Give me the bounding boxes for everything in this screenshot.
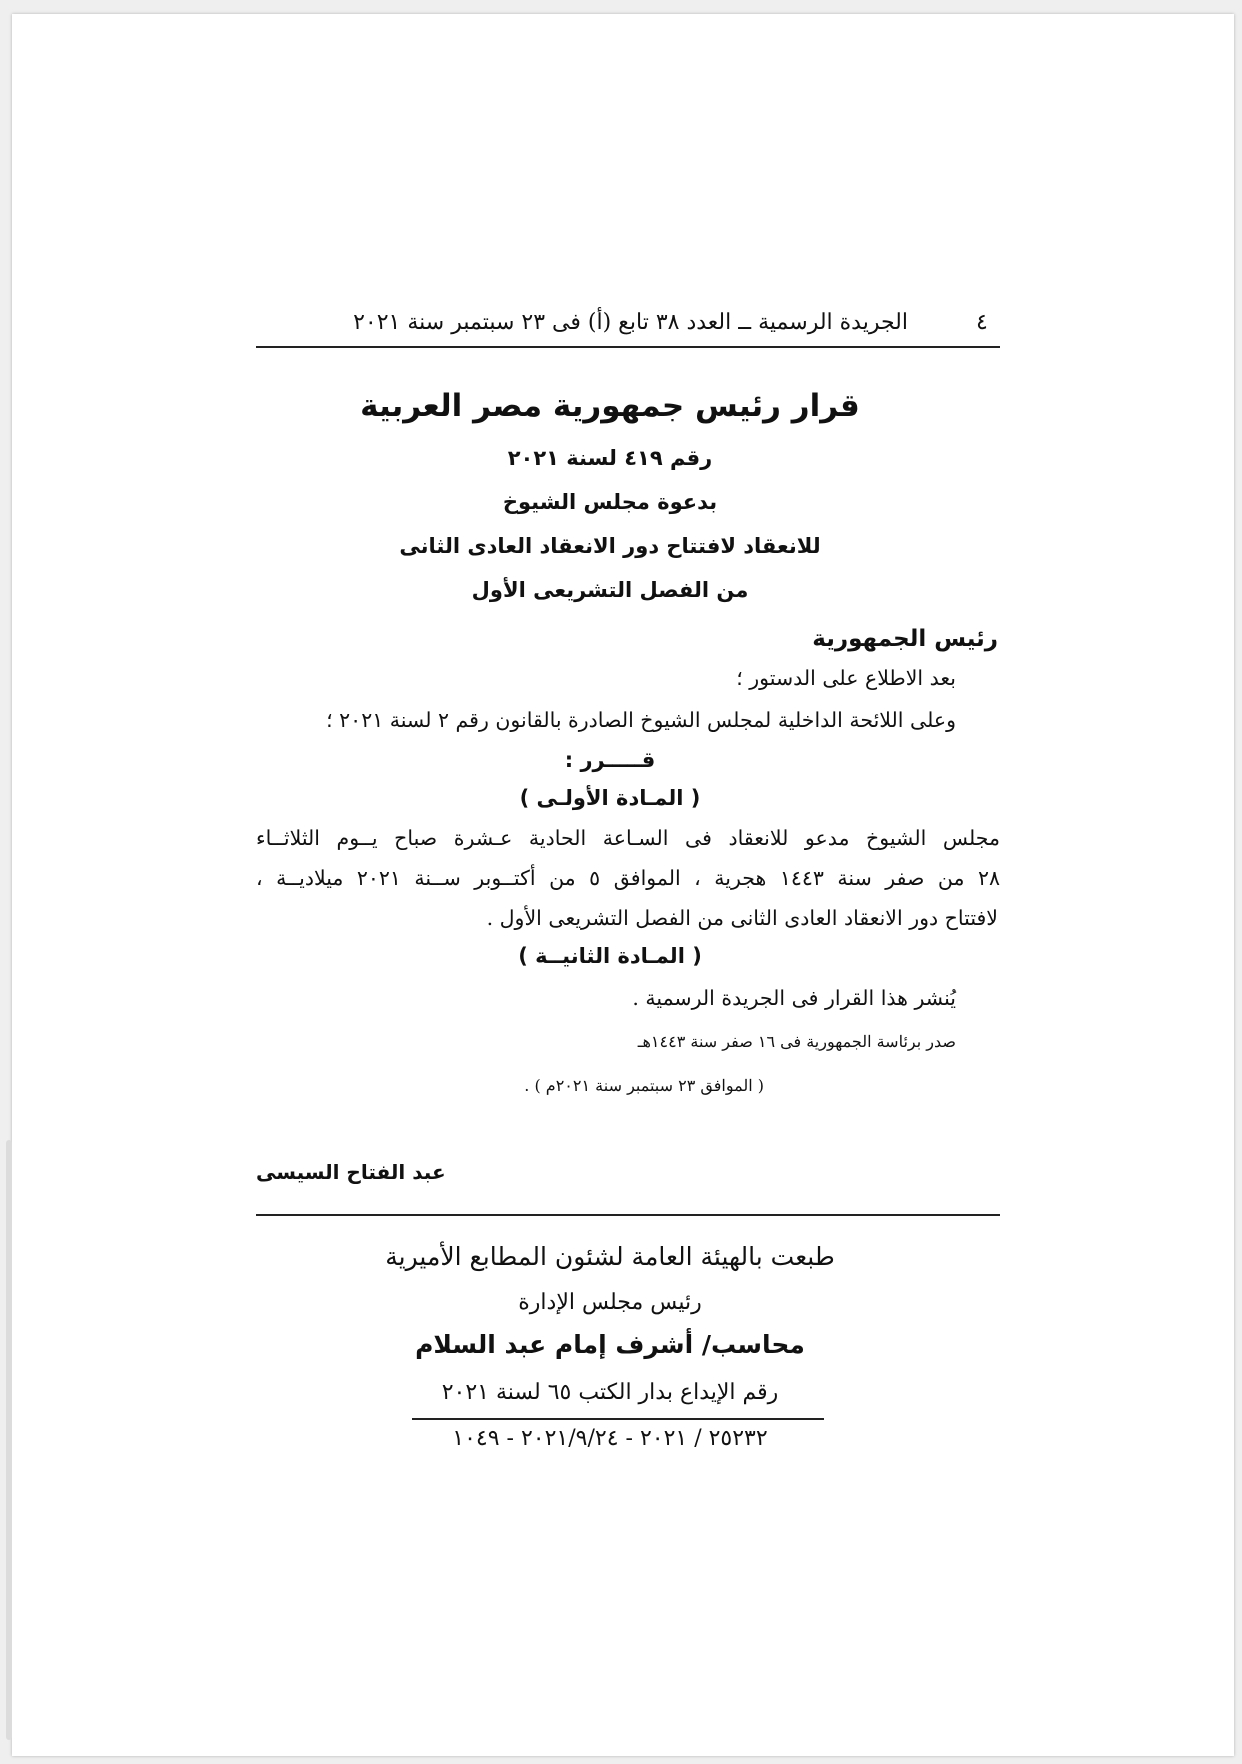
chairman-title: رئيس مجلس الإدارة [518, 1290, 702, 1315]
decree-subject-2: للانعقاد لافتتاح دور الانعقاد العادى الثانى [399, 534, 821, 558]
issuer-heading: رئيس الجمهورية [812, 626, 998, 652]
article-2-heading: ( المـادة الثانيــة ) [518, 944, 702, 968]
footer-code-rule [412, 1418, 824, 1420]
print-code: ٢٥٢٣٢ / ٢٠٢١ - ٢٠٢١/٩/٢٤ - ١٠٤٩ [452, 1426, 768, 1451]
header-rule [256, 346, 1000, 348]
document-page [12, 14, 1234, 1756]
preamble-bylaws: وعلى اللائحة الداخلية لمجلس الشيوخ الصادرة بالقانون رقم ٢ لسنة ٢٠٢١ ؛ [326, 708, 956, 732]
article-1-line-1: مجلس الشيوخ مدعو للانعقاد فى السـاعة الحادية عـشرة صباح يــوم الثلاثــاء [256, 826, 1000, 850]
decree-subject-3: من الفصل التشريعى الأول [471, 578, 749, 602]
decree-number: رقم ٤١٩ لسنة ٢٠٢١ [507, 446, 713, 470]
decided-heading: قـــــرر : [564, 748, 656, 772]
article-1-line-2: ٢٨ من صفر سنة ١٤٤٣ هجرية ، الموافق ٥ من أكتــوبر ســنة ٢٠٢١ ميلاديــة ، [256, 866, 1001, 890]
article-1-heading: ( المـادة الأولـى ) [519, 786, 701, 810]
preamble-constitution: بعد الاطلاع على الدستور ؛ [736, 666, 956, 690]
issued-at: صدر برئاسة الجمهورية فى ١٦ صفر سنة ١٤٤٣هـ [637, 1032, 956, 1051]
chairman-name: محاسب/ أشرف إمام عبد السلام [415, 1330, 805, 1359]
article-1-line-3: لافتتاح دور الانعقاد العادى الثانى من الفصل التشريعى الأول . [486, 906, 998, 930]
running-title: الجريدة الرسمية ــ العدد ٣٨ تابع (أ) فى ٢٣ سبتمبر سنة ٢٠٢١ [353, 310, 908, 335]
decree-subject-1: بدعوة مجلس الشيوخ [502, 490, 718, 514]
article-2-text: يُنشر هذا القرار فى الجريدة الرسمية . [632, 986, 956, 1010]
scrollbar-thumb[interactable] [6, 1140, 12, 1740]
page-number: ٤ [976, 310, 988, 335]
issued-gregorian: ( الموافق ٢٣ سبتمبر سنة ٢٠٢١م ) . [524, 1076, 764, 1095]
signature: عبد الفتاح السيسى [256, 1160, 446, 1184]
deposit-number: رقم الإيداع بدار الكتب ٦٥ لسنة ٢٠٢١ [441, 1380, 779, 1405]
decree-title: قرار رئيس جمهورية مصر العربية [360, 388, 860, 424]
printer-line: طبعت بالهيئة العامة لشئون المطابع الأميرية [385, 1242, 835, 1271]
footer-rule [256, 1214, 1000, 1216]
